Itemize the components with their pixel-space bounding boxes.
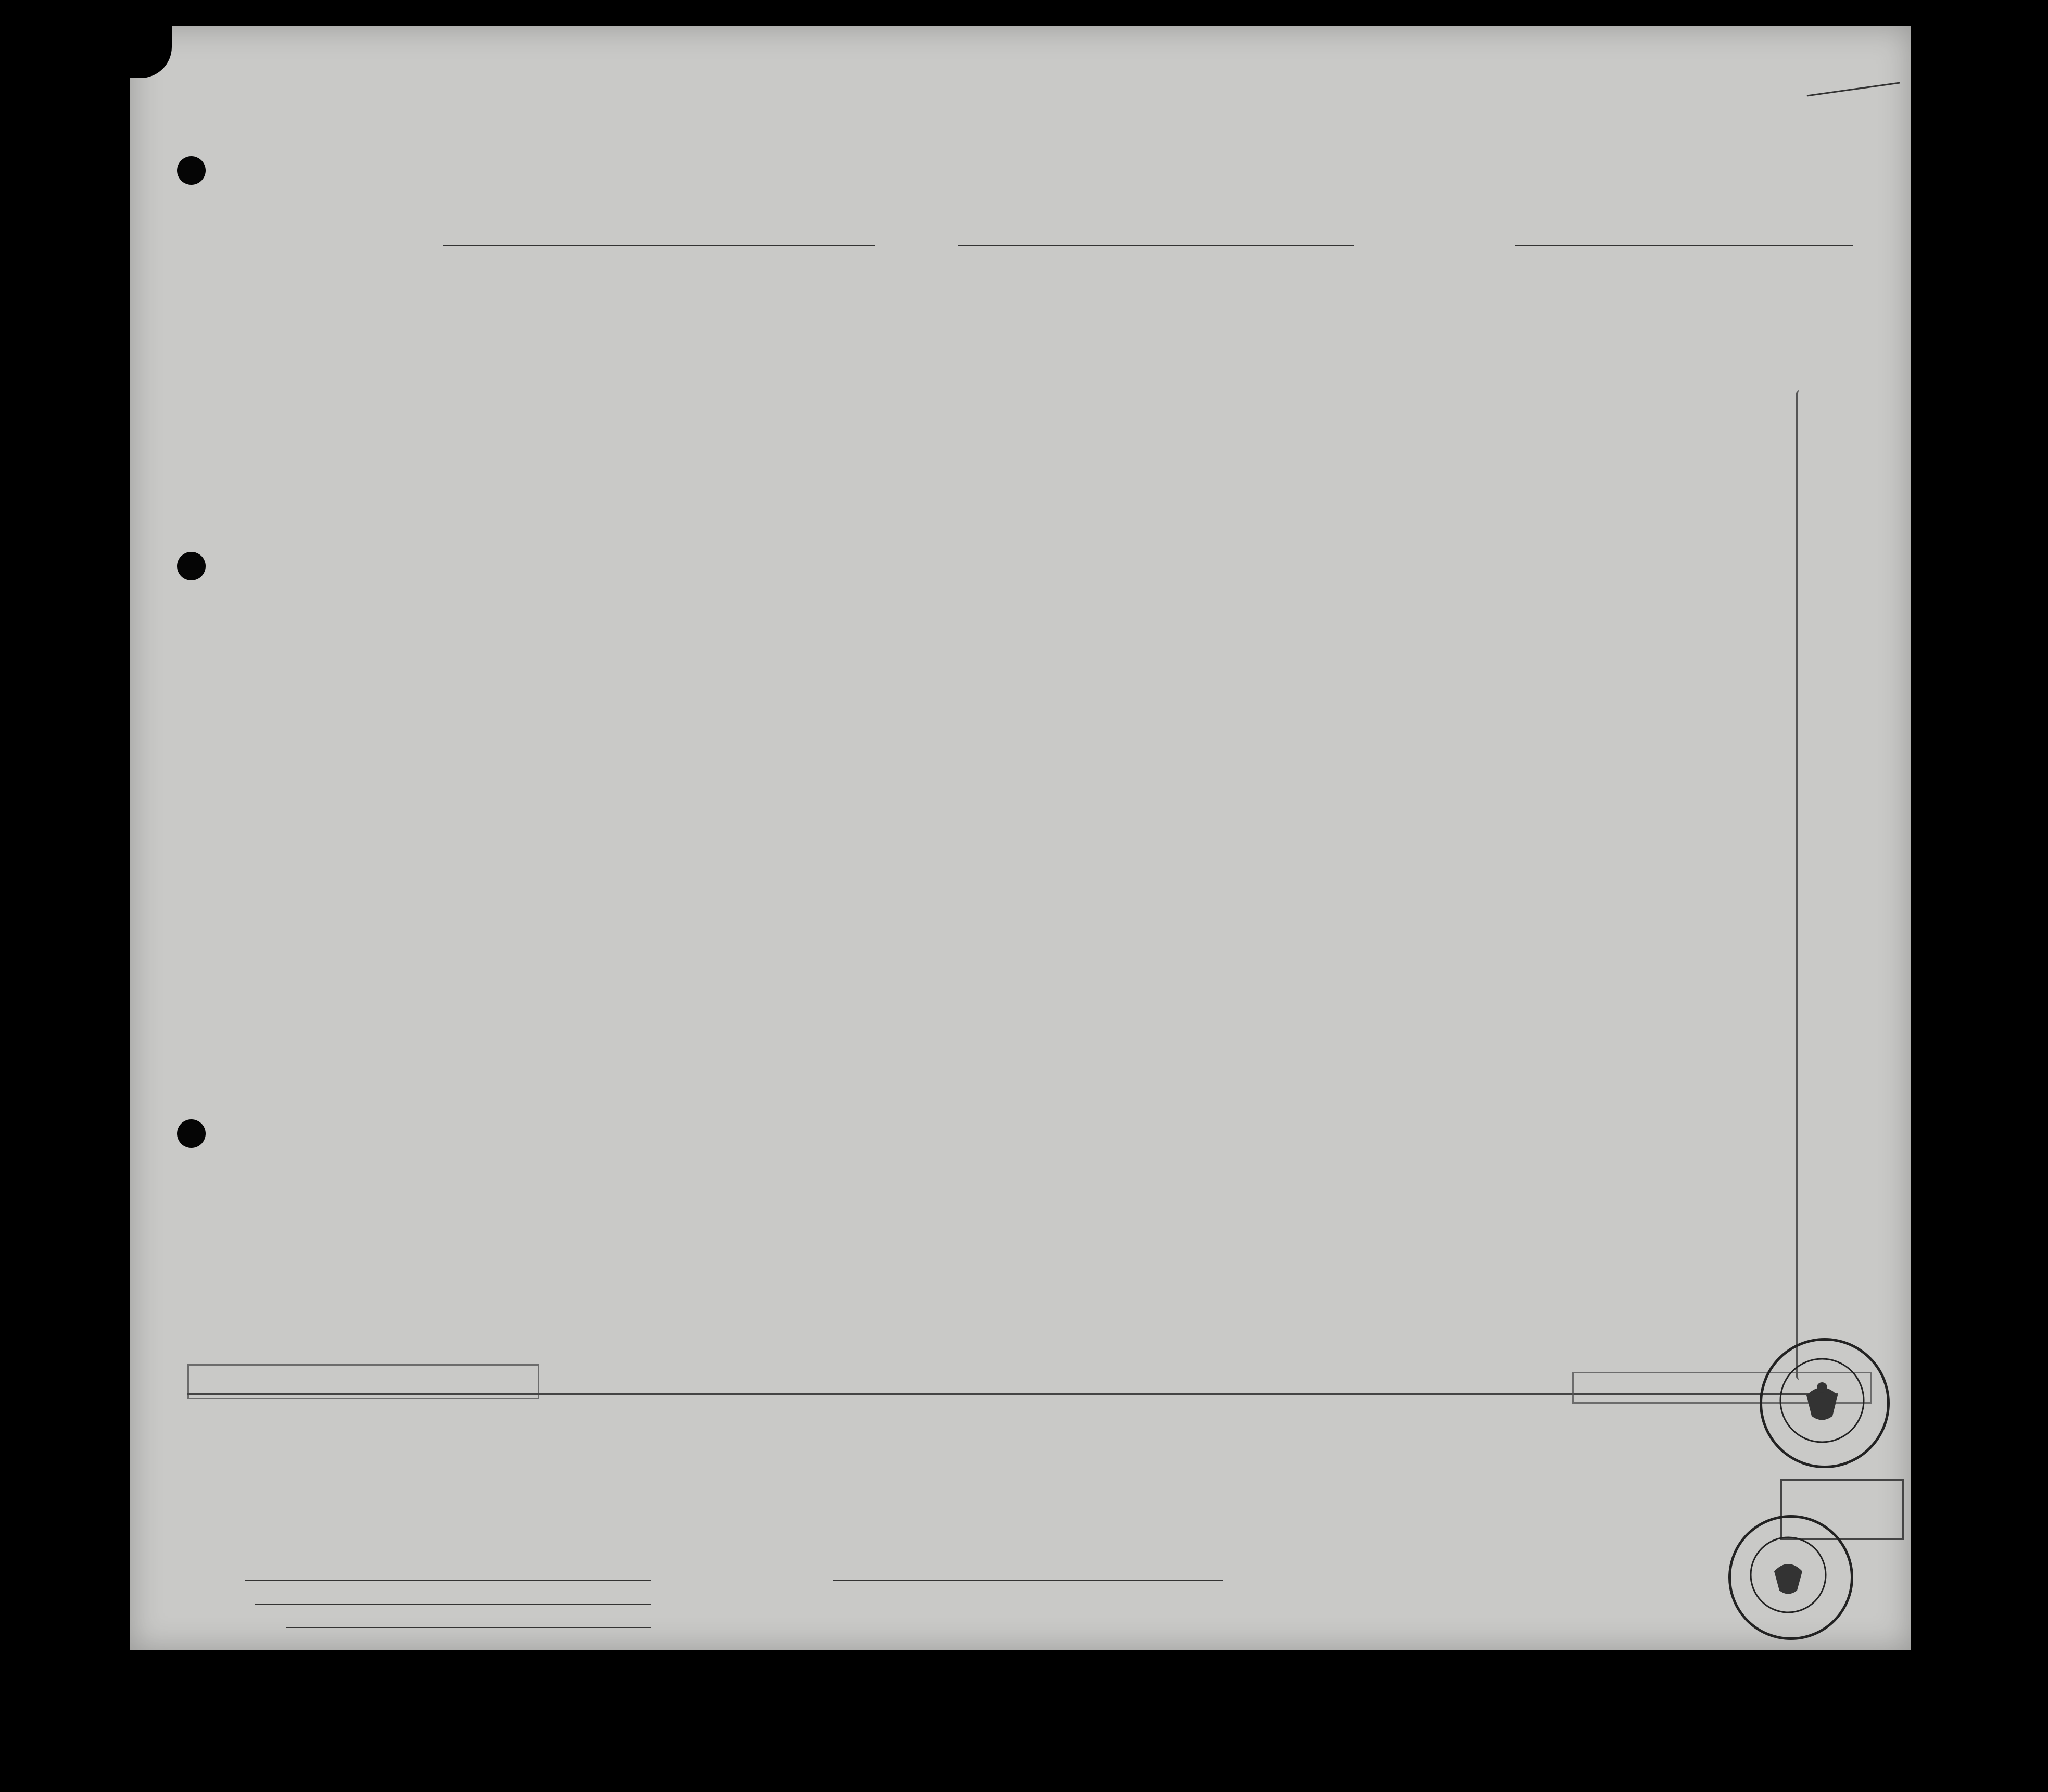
crew-table [130,26,1911,1650]
pencil-line [1796,390,1802,1380]
eagle-seal-icon [1728,1515,1848,1635]
southampton-seal [1728,1515,1853,1640]
manifest-sheet [130,26,1911,1650]
consulate-seal [1760,1338,1890,1468]
eagle-seal-icon [1760,1338,1885,1463]
